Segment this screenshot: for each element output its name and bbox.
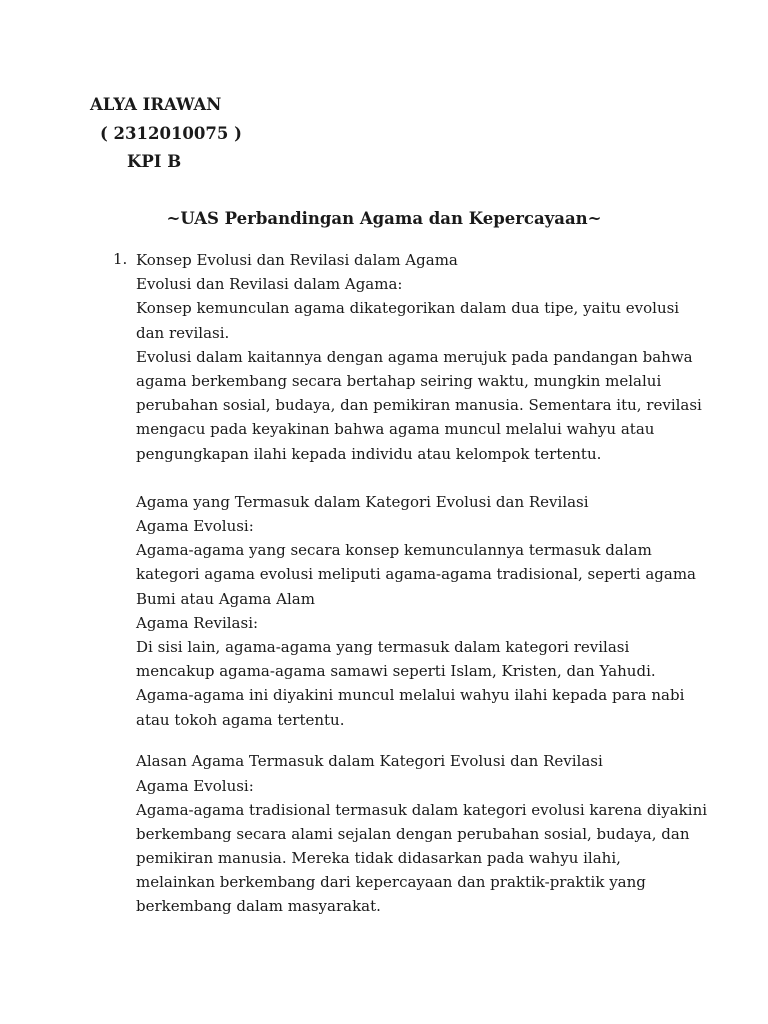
- class-name: KPI B: [127, 152, 182, 171]
- paragraph-line: pemikiran manusia. Mereka tidak didasarkan pada wahyu ilahi,: [136, 849, 621, 868]
- paragraph-line: agama berkembang secara bertahap seiring waktu, mungkin melalui: [136, 371, 662, 390]
- paragraph-line: pengungkapan ilahi kepada individu atau kelompok tertentu.: [136, 444, 602, 463]
- paragraph-line: mengacu pada keyakinan bahwa agama muncul melalui wahyu atau: [136, 420, 655, 439]
- paragraph-line: Agama-agama ini diyakini muncul melalui wahyu ilahi kepada para nabi: [136, 686, 685, 705]
- subheading: Agama Revilasi:: [136, 613, 259, 632]
- subheading: Agama Evolusi:: [136, 517, 254, 536]
- paragraph-line: atau tokoh agama tertentu.: [136, 710, 345, 729]
- document-title: ~UAS Perbandingan Agama dan Kepercayaan~: [166, 209, 602, 228]
- paragraph-line: berkembang secara alami sejalan dengan perubahan sosial, budaya, dan: [136, 824, 690, 843]
- paragraph-line: Evolusi dalam kaitannya dengan agama merujuk pada pandangan bahwa: [136, 347, 693, 366]
- paragraph-line: Bumi atau Agama Alam: [136, 589, 315, 608]
- student-id: ( 2312010075 ): [100, 124, 242, 143]
- section-heading: Konsep Evolusi dan Revilasi dalam Agama: [136, 251, 458, 269]
- author-name: ALYA IRAWAN: [90, 95, 222, 114]
- paragraph-line: perubahan sosial, budaya, dan pemikiran manusia. Sementara itu, revilasi: [136, 396, 702, 415]
- paragraph-gap: [136, 466, 696, 490]
- paragraph-line: Konsep kemunculan agama dikategorikan dalam dua tipe, yaitu evolusi: [136, 299, 680, 318]
- subheading: Evolusi dan Revilasi dalam Agama:: [136, 275, 403, 294]
- paragraph-line: kategori agama evolusi meliputi agama-agama tradisional, seperti agama: [136, 565, 697, 584]
- paragraph-line: melainkan berkembang dari kepercayaan dan praktik-praktik yang: [136, 873, 646, 892]
- paragraph-line: Di sisi lain, agama-agama yang termasuk dalam kategori revilasi: [136, 638, 630, 656]
- paragraph-line: Agama-agama tradisional termasuk dalam kategori evolusi karena diyakini: [136, 800, 708, 819]
- list-number: 1.: [113, 250, 128, 268]
- paragraph-gap: [136, 732, 696, 750]
- section-heading: Alasan Agama Termasuk dalam Kategori Evolusi dan Revilasi: [136, 752, 603, 771]
- paragraph-line: mencakup agama-agama samawi seperti Islam, Kristen, dan Yahudi.: [136, 662, 656, 681]
- section-heading: Agama yang Termasuk dalam Kategori Evolusi dan Revilasi: [136, 492, 589, 511]
- paragraph-line: berkembang dalam masyarakat.: [136, 897, 381, 916]
- paragraph-line: dan revilasi.: [136, 323, 230, 342]
- paragraph-line: Agama-agama yang secara konsep kemunculannya termasuk dalam: [136, 541, 652, 560]
- subheading: Agama Evolusi:: [136, 776, 254, 795]
- body-text: [136, 248, 708, 919]
